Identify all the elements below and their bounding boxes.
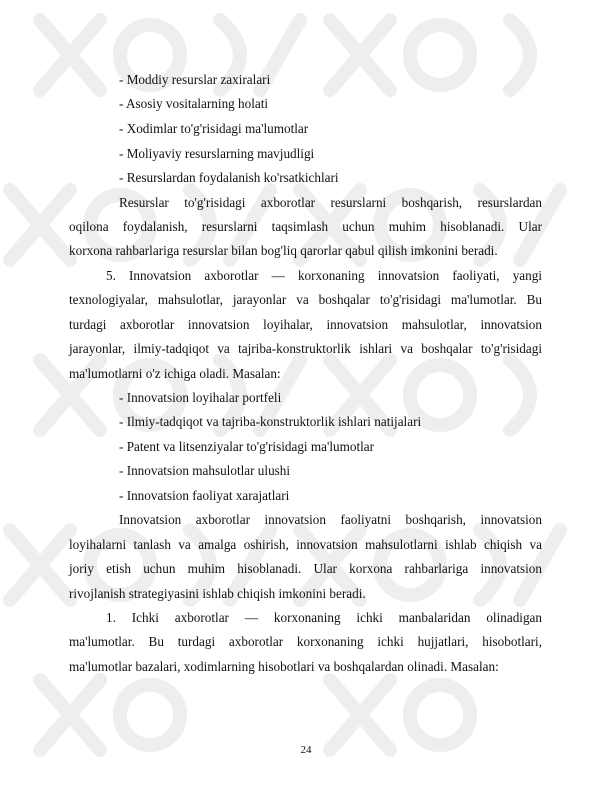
- list-item: - Patent va litsenziyalar to'g'risidagi ma'lumotlar: [119, 439, 375, 454]
- paragraph-line: loyihalarni tanlash va amalga oshirish, innovatsion mahsulotlarni ishlab chiqish va: [69, 537, 542, 552]
- section-heading-line: 5. Innovatsion axborotlar — korxonaning innovatsion faoliyati, yangi: [106, 268, 542, 283]
- paragraph-line: Innovatsion axborotlar innovatsion faoliyatni boshqarish, innovatsion: [119, 512, 542, 527]
- list-item: - Moddiy resurslar zaxiralari: [119, 72, 271, 87]
- paragraph-line: korxona rahbarlariga resurslar bilan bog'liq qarorlar qabul qilish imkonini beradi.: [69, 243, 498, 258]
- list-item: - Resurslardan foydalanish ko'rsatkichlari: [119, 170, 339, 185]
- section-heading-line: 1. Ichki axborotlar — korxonaning ichki manbalaridan olinadigan: [106, 610, 542, 625]
- list-item: - Innovatsion faoliyat xarajatlari: [119, 488, 290, 503]
- list-item: - Xodimlar to'g'risidagi ma'lumotlar: [119, 121, 309, 136]
- paragraph-line: Resurslar to'g'risidagi axborotlar resurslarni boshqarish, resurslardan: [119, 195, 542, 210]
- paragraph-line: oqilona foydalanish, resurslarni taqsimlash uchun muhim hisoblanadi. Ular: [69, 219, 542, 234]
- list-item: - Asosiy vositalarning holati: [119, 96, 269, 111]
- paragraph-line: rivojlanish strategiyasini ishlab chiqish imkonini beradi.: [69, 586, 366, 601]
- list-item: - Innovatsion mahsulotlar ulushi: [119, 463, 291, 478]
- paragraph-line: ma'lumotlarni o'z ichiga oladi. Masalan:: [69, 366, 281, 381]
- list-item: - Ilmiy-tadqiqot va tajriba-konstruktorlik ishlari natijalari: [119, 414, 422, 429]
- paragraph-line: texnologiyalar, mahsulotlar, jarayonlar va boshqalar to'g'risidagi ma'lumotlar. Bu: [69, 292, 542, 307]
- paragraph-line: joriy etish uchun muhim hisoblanadi. Ular korxona rahbarlariga innovatsion: [69, 561, 542, 576]
- list-item: - Innovatsion loyihalar portfeli: [119, 390, 282, 405]
- list-item: - Moliyaviy resurslarning mavjudligi: [119, 146, 315, 161]
- paragraph-line: turdagi axborotlar innovatsion loyihalar, innovatsion mahsulotlar, innovatsion: [69, 317, 542, 332]
- paragraph-line: jarayonlar, ilmiy-tadqiqot va tajriba-konstruktorlik ishlari va boshqalar to'g'risidagi: [69, 341, 542, 356]
- paragraph-line: ma'lumotlar. Bu turdagi axborotlar korxonaning ichki hujjatlari, hisobotlari,: [69, 634, 542, 649]
- paragraph-line: ma'lumotlar bazalari, xodimlarning hisobotlari va boshqalardan olinadi. Masalan:: [69, 659, 499, 674]
- page-number: 24: [300, 744, 312, 756]
